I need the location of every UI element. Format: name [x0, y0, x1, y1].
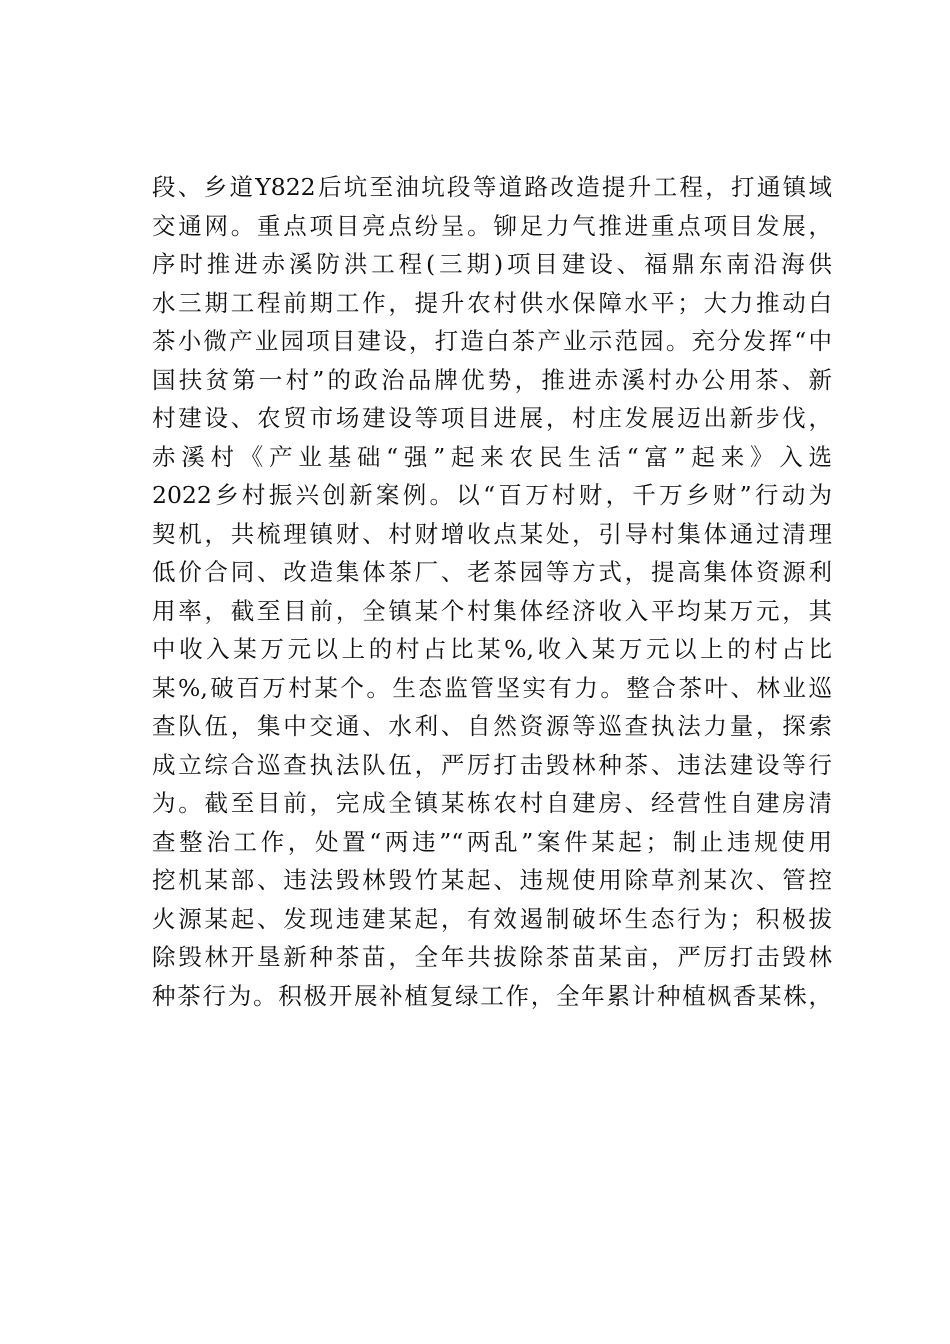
text-line: 国扶贫第一村”的政治品牌优势，推进赤溪村办公用茶、新	[152, 365, 832, 394]
text-line: 种茶行为。积极开展补植复绿工作，全年累计种植枫香某株，	[152, 981, 832, 1010]
text-line: 契机，共梳理镇财、村财增收点某处，引导村集体通过清理	[152, 519, 832, 548]
text-line: 2022乡村振兴创新案例。以“百万村财，千万乡财”行动为	[152, 481, 832, 509]
text-line: 查队伍，集中交通、水利、自然资源等巡查执法力量，探索	[152, 712, 832, 740]
text-line: 村建设、农贸市场建设等项目进展，村庄发展迈出新步伐，	[152, 404, 832, 432]
text-line: 中收入某万元以上的村占比某%,收入某万元以上的村占比	[152, 635, 832, 663]
text-line: 某%,破百万村某个。生态监管坚实有力。整合茶叶、林业巡	[152, 673, 832, 702]
text-line: 火源某起、发现违建某起，有效遏制破坏生态行为；积极拔	[152, 904, 832, 933]
text-line: 查整治工作，处置“两违”“两乱”案件某起；制止违规使用	[152, 827, 832, 856]
text-line: 交通网。重点项目亮点纷呈。铆足力气推进重点项目发展，	[152, 211, 832, 240]
text-line: 挖机某部、违法毁林毁竹某起、违规使用除草剂某次、管控	[152, 866, 832, 894]
text-line: 除毁林开垦新种茶苗，全年共拔除茶苗某亩，严厉打击毁林	[152, 943, 832, 971]
text-line: 成立综合巡查执法队伍，严厉打击毁林种茶、违法建设等行	[152, 750, 832, 779]
text-line: 段、乡道Y822后坑至油坑段等道路改造提升工程，打通镇域	[152, 173, 832, 201]
text-line: 低价合同、改造集体茶厂、老茶园等方式，提高集体资源利	[152, 558, 832, 586]
text-line: 用率，截至目前，全镇某个村集体经济收入平均某万元，其	[152, 596, 832, 625]
text-line: 茶小微产业园项目建设，打造白茶产业示范园。充分发挥“中	[152, 327, 832, 355]
text-line: 赤溪村《产业基础“强”起来农民生活“富”起来》入选	[152, 442, 832, 471]
text-line: 序时推进赤溪防洪工程(三期)项目建设、福鼎东南沿海供	[152, 250, 832, 278]
text-line: 水三期工程前期工作，提升农村供水保障水平；大力推动白	[152, 288, 832, 317]
text-line: 为。截至目前，完成全镇某栋农村自建房、经营性自建房清	[152, 789, 832, 817]
body-text	[152, 168, 832, 1015]
